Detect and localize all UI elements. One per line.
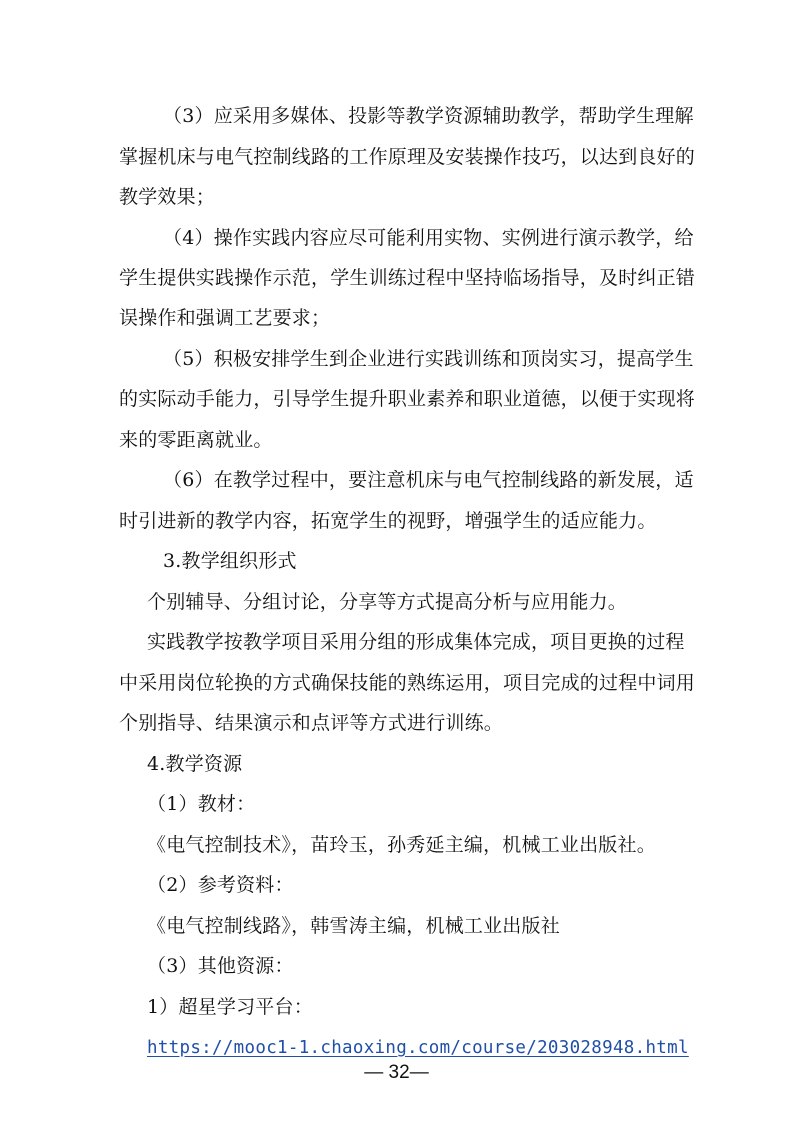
paragraph-line: 的实际动手能力，引导学生提升职业素养和职业道德，以便于实现将 bbox=[119, 388, 696, 410]
course-link[interactable]: https://mooc1-1.chaoxing.com/course/203028948.html bbox=[147, 1038, 689, 1058]
paragraph-line: 实践教学按教学项目采用分组的形成集体完成，项目更换的过程 bbox=[147, 631, 685, 653]
paragraph-line: （3）应采用多媒体、投影等教学资源辅助教学，帮助学生理解 bbox=[163, 105, 694, 127]
paragraph-line: （4）操作实践内容应尽可能利用实物、实例进行演示教学，给 bbox=[163, 227, 694, 249]
paragraph-line: 时引进新的教学内容，拓宽学生的视野，增强学生的适应能力。 bbox=[119, 510, 657, 532]
section-heading: 4.教学资源 bbox=[147, 753, 243, 775]
paragraph-line: 学生提供实践操作示范，学生训练过程中坚持临场指导，及时纠正错 bbox=[119, 267, 696, 289]
paragraph-line: （6）在教学过程中，要注意机床与电气控制线路的新发展，适 bbox=[163, 469, 694, 491]
reference-entry: 《电气控制技术》，苗玲玉，孙秀延主编，机械工业出版社。 bbox=[147, 834, 656, 856]
paragraph-line: （5）积极安排学生到企业进行实践训练和顶岗实习，提高学生 bbox=[163, 348, 694, 370]
reference-entry: 《电气控制线路》，韩雪涛主编，机械工业出版社 bbox=[147, 915, 560, 937]
paragraph-line: 个别辅导、分组讨论，分享等方式提高分析与应用能力。 bbox=[147, 591, 628, 613]
list-item-label: 1）超星学习平台： bbox=[147, 996, 313, 1018]
paragraph-line: 误操作和强调工艺要求； bbox=[119, 307, 331, 329]
paragraph-line: 中采用岗位轮换的方式确保技能的熟练运用，项目完成的过程中词用 bbox=[119, 672, 696, 694]
page-number: — 32— bbox=[364, 1062, 429, 1083]
list-item-label: （3）其他资源： bbox=[147, 955, 294, 977]
paragraph-line: 来的零距离就业。 bbox=[119, 429, 273, 451]
section-heading: 3.教学组织形式 bbox=[163, 550, 297, 572]
paragraph-line: 掌握机床与电气控制线路的工作原理及安装操作技巧，以达到良好的 bbox=[119, 146, 696, 168]
paragraph-line: 教学效果； bbox=[119, 186, 216, 208]
paragraph-line: 个别指导、结果演示和点评等方式进行训练。 bbox=[119, 712, 504, 734]
list-item-label: （1）教材： bbox=[147, 793, 256, 815]
list-item-label: （2）参考资料： bbox=[147, 874, 294, 896]
